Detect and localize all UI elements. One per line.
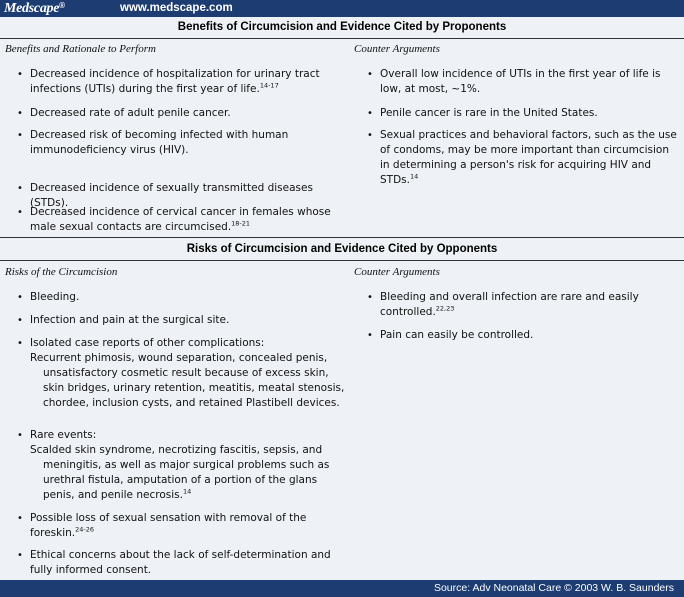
bullet: • bbox=[367, 330, 373, 341]
risks-right-heading: Counter Arguments bbox=[354, 266, 440, 278]
list-item: • Bleeding. bbox=[17, 291, 80, 303]
rare-events-detail: Scalded skin syndrome, necrotizing fascitis, sepsis, and meningitis, as well as major surgical problems such as urethral fistula, amputation of a portion of the glans penis, and penile necrosis.$^{14}$ bbox=[30, 444, 330, 501]
list-item: • Bleeding and overall infection are rare and easily controlled.$^{22,23}$ bbox=[367, 291, 639, 318]
bullet: • bbox=[17, 69, 23, 80]
list-item: • Ethical concerns about the lack of self-determination and fully informed consent. bbox=[17, 549, 331, 576]
benefits-right-heading: Counter Arguments bbox=[354, 43, 440, 55]
bullet: • bbox=[17, 207, 23, 218]
bullet: • bbox=[367, 130, 373, 141]
list-item: • Decreased rate of adult penile cancer. bbox=[17, 107, 231, 119]
bullet: • bbox=[17, 338, 23, 349]
site-url[interactable]: www.medscape.com bbox=[120, 2, 233, 14]
citation-ref: 14 bbox=[182, 487, 192, 496]
citation-ref: 14-17 bbox=[259, 81, 279, 90]
citation-ref: 24-26 bbox=[75, 525, 95, 534]
list-item: • Sexual practices and behavioral factors, such as the use of condoms, may be more important than circumcision in determining a person's risk for acquiring HIV and STDs.$^{14}$ bbox=[367, 129, 677, 186]
bullet: • bbox=[367, 108, 373, 119]
bullet: • bbox=[17, 513, 23, 524]
list-item: • Infection and pain at the surgical site. bbox=[17, 314, 230, 326]
risks-top-divider bbox=[0, 237, 684, 238]
list-item: • Decreased incidence of hospitalization for urinary tract infections (UTIs) during the first year of life.$^{14-17}$ bbox=[17, 68, 320, 95]
risks-section-title: Risks of Circumcision and Evidence Cited by Opponents bbox=[186, 243, 498, 255]
bullet: • bbox=[367, 292, 373, 303]
logo-text: Medscape bbox=[4, 1, 60, 16]
list-item: • Decreased risk of becoming infected with human immunodeficiency virus (HIV). bbox=[17, 129, 289, 156]
citation-ref: 22,23 bbox=[435, 304, 455, 313]
bullet: • bbox=[17, 292, 23, 303]
citation-ref: 18-21 bbox=[231, 219, 251, 228]
bullet: • bbox=[367, 69, 373, 80]
bullet: • bbox=[17, 315, 23, 326]
benefits-section-title: Benefits of Circumcision and Evidence Cited by Proponents bbox=[177, 21, 507, 33]
complications-detail: Recurrent phimosis, wound separation, concealed penis, unsatisfactory cosmetic result because of excess skin, skin bridges, urinary retention, meatitis, meatal stenosis, chordee, inclusion cysts, and retained Plastibell devices. bbox=[30, 352, 345, 409]
risks-left-heading: Risks of the Circumcision bbox=[5, 266, 118, 278]
list-item: • Possible loss of sexual sensation with removal of the foreskin.$^{24-26}$ bbox=[17, 512, 307, 539]
list-item: • Overall low incidence of UTIs in the first year of life is low, at most, ~1%. bbox=[367, 68, 661, 95]
citation-ref: 14 bbox=[409, 172, 419, 181]
list-item: • Decreased incidence of sexually transmitted diseases (STDs). bbox=[17, 182, 313, 209]
bullet: • bbox=[17, 108, 23, 119]
bullet: • bbox=[17, 430, 23, 441]
list-item: • Isolated case reports of other complications: Recurrent phimosis, wound separation, concealed penis, unsatisfactory cosmetic result because of excess skin, skin bridges, urinary retention, meatitis, meatal stenosis, chordee, inclusion cysts, and retained Plastibell devices. bbox=[30, 336, 348, 411]
list-item: • Pain can easily be controlled. bbox=[367, 329, 534, 341]
bullet: • bbox=[17, 130, 23, 141]
benefits-left-heading: Benefits and Rationale to Perform bbox=[5, 43, 156, 55]
registered-mark: ® bbox=[59, 1, 65, 10]
benefits-title-divider bbox=[0, 38, 684, 39]
bullet: • bbox=[17, 183, 23, 194]
header-bar bbox=[0, 0, 684, 17]
bullet: • bbox=[17, 550, 23, 561]
list-item: • Decreased incidence of cervical cancer in females whose male sexual contacts are circumcised.$^{18-21}$ bbox=[17, 206, 331, 233]
medscape-logo[interactable] bbox=[4, 1, 65, 17]
list-item: • Penile cancer is rare in the United States. bbox=[367, 107, 598, 119]
footer-bar bbox=[0, 580, 684, 597]
risks-title-divider bbox=[0, 260, 684, 261]
list-item: • Rare events: Scalded skin syndrome, necrotizing fascitis, sepsis, and meningitis, as well as major surgical problems such as urethral fistula, amputation of a portion of the glans penis, and penile necrosis.$^{14}$ bbox=[30, 428, 348, 503]
source-citation: Source: Adv Neonatal Care © 2003 W. B. Saunders bbox=[433, 582, 674, 594]
